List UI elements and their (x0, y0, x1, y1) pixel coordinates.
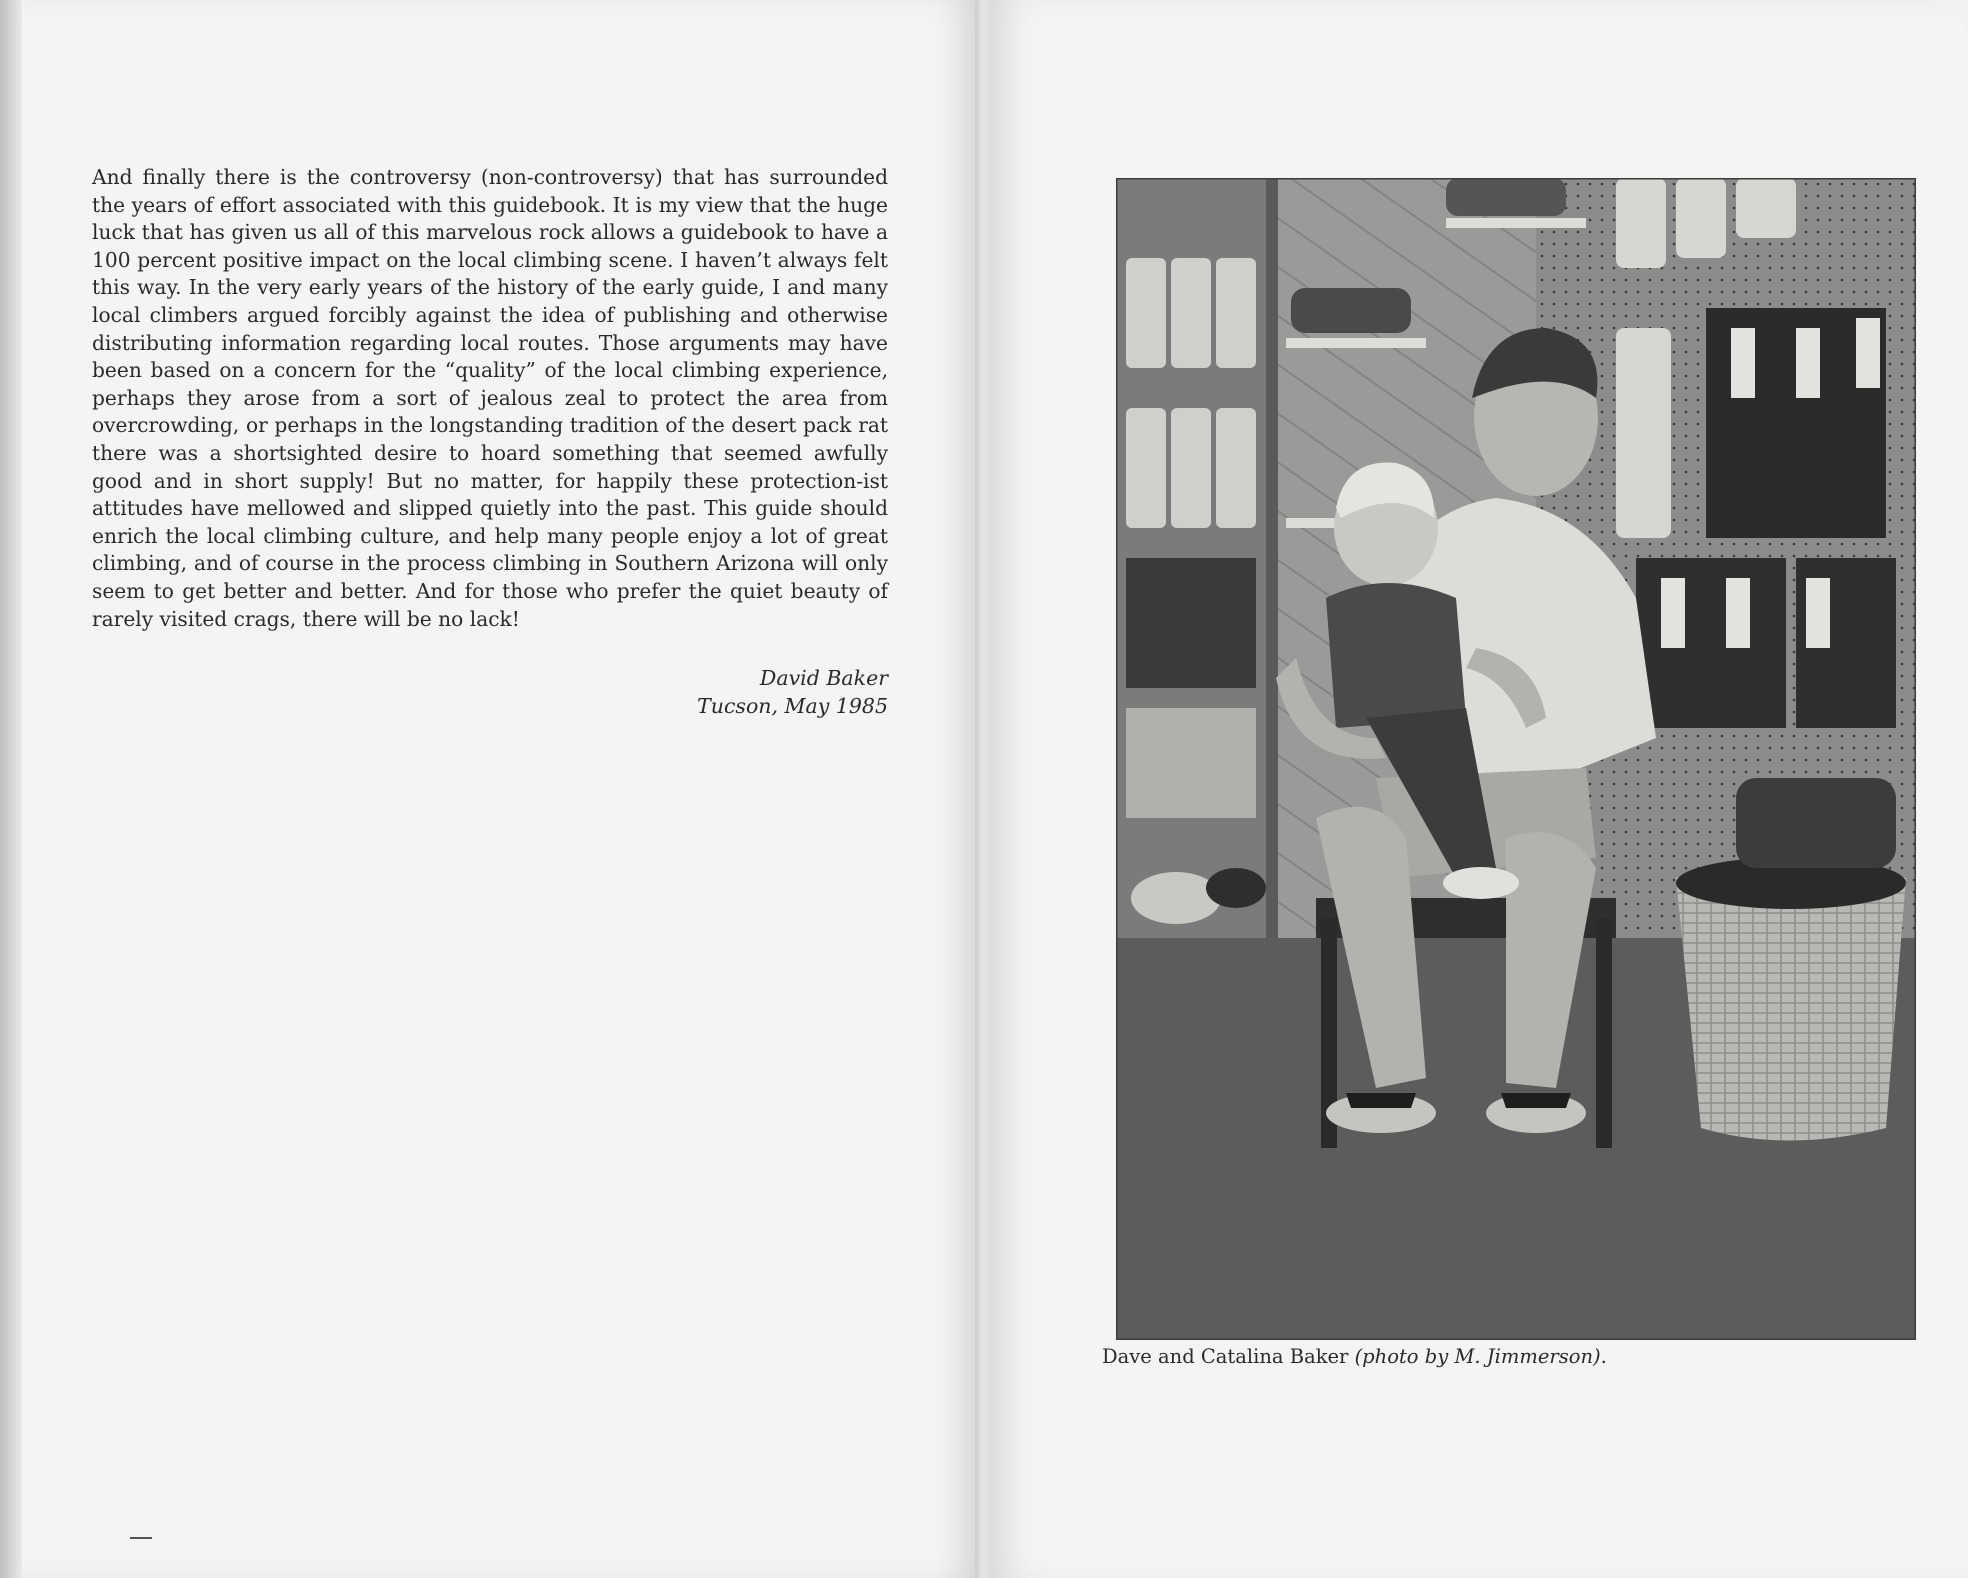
photo-caption (1102, 1344, 1922, 1370)
caption-credit: (photo by M. Jimmerson). (1354, 1345, 1607, 1368)
photograph (1116, 178, 1916, 1340)
page-edge-shadow (0, 0, 22, 1578)
signature-name: David Baker (759, 666, 888, 690)
caption-main: Dave and Catalina Baker (1102, 1345, 1355, 1368)
photo-illustration (1116, 178, 1916, 1340)
left-page (0, 0, 980, 1578)
signature-place: Tucson, May 1985 (697, 694, 888, 718)
page-mark (130, 1537, 152, 1539)
body-paragraph: And finally there is the controversy (non-controversy) that has surrounded the years of effort associated with this guidebook. It is my view that the huge luck that has given us all of this marvelous rock allows a guidebook to have a 100 percent positive impact on the local climbing scene. I haven’t always felt this way. In the very early years of the history of the early guide, I and many local climbers argued forcibly against the idea of publishing and otherwise distributing information regarding local routes. Those arguments may have been based on a concern for the “quality” of the local climbing experience, perhaps they arose from a sort of jealous zeal to protect the area from overcrowding, or perhaps in the longstanding tradition of the desert pack rat there was a shortsighted desire to hoard something that seemed awfully good and in short supply! But no matter, for happily these protection-ist attitudes have mellowed and slipped quietly into the past. This guide should enrich the local climbing culture, and help many people enjoy a lot of great climbing, and of course in the process climbing in Southern Arizona will only seem to get better and better. And for those who prefer the quiet beauty of rarely visited crags, there will be no lack! (92, 165, 888, 631)
